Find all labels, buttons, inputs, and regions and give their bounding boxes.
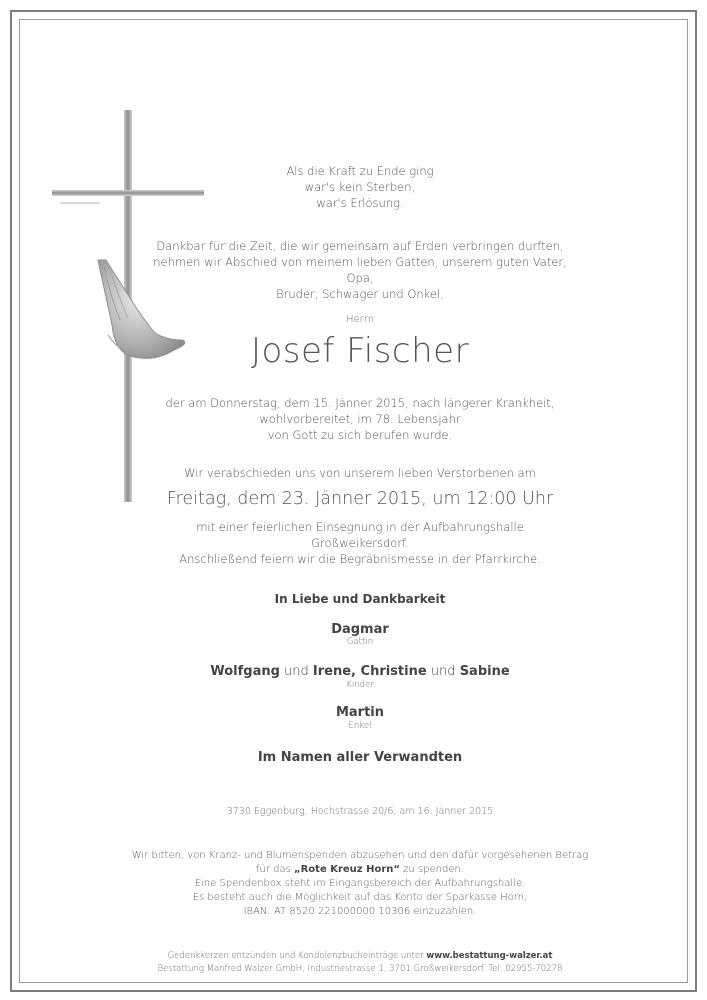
- children-role: Kinder: [346, 680, 374, 690]
- donation-text: für das: [256, 864, 291, 875]
- death-info-line: der am Donnerstag, dem 15. Jänner 2015, nach längerer Krankheit,: [165, 396, 555, 410]
- grandchild-name: Martin: [335, 705, 385, 720]
- spouse-role: Gattin: [346, 637, 374, 647]
- death-info: [150, 395, 570, 443]
- donation-line: Wir bitten, von Kranz- und Blumenspenden abzusehen und den dafür vorgesehenen Betrag: [131, 850, 589, 861]
- intro-line: Dankbar für die Zeit, die wir gemeinsam auf Erden verbringen durften,: [156, 239, 564, 253]
- salutation: Herrn: [345, 314, 375, 325]
- conjunction: und: [430, 664, 456, 679]
- child-name: Sabine: [459, 664, 510, 679]
- child-name: Wolfgang: [210, 664, 280, 679]
- grandchild-role: Enkel: [348, 721, 372, 731]
- intro-line: Bruder, Schwager und Onkel,: [276, 287, 444, 301]
- motto-line: war's Erlösung.: [316, 196, 404, 210]
- deceased-name: Josef Fischer: [250, 331, 470, 371]
- donation-line: Es besteht auch die Möglichkeit auf das Konto der Sparkasse Horn,: [192, 892, 528, 903]
- spouse-name: Dagmar: [331, 622, 389, 637]
- motto: [150, 163, 570, 211]
- footer-text: Gedenkkerzen entzünden und Kondolenzbucheinträge unter: [167, 951, 424, 961]
- farewell-intro: Wir verabschieden uns von unserem lieben Verstorbenen am: [184, 466, 536, 480]
- relatives-line: Im Namen aller Verwandten: [257, 750, 463, 765]
- motto-line: Als die Kraft zu Ende ging: [286, 164, 434, 178]
- donation-text: zu spenden.: [403, 864, 464, 875]
- footer-line: [130, 950, 590, 963]
- intro-line: nehmen wir Abschied von meinem lieben Gatten, unserem guten Vater, Opa,: [153, 255, 567, 285]
- ceremony-text: mit einer feierlichen Einsegnung in der Aufbahrungshalle Großweikersdorf.: [196, 520, 524, 550]
- funeral-date: Freitag, dem 23. Jänner 2015, um 12:00 Uhr: [166, 489, 554, 509]
- conjunction: und: [284, 664, 309, 679]
- children-names: [150, 663, 570, 680]
- child-name: Irene, Christine: [312, 664, 427, 679]
- place-date: 3730 Eggenburg, Hochstrasse 20/6, am 16. Jänner 2015: [226, 806, 494, 817]
- death-info-line: von Gott zu sich berufen wurde.: [267, 428, 453, 442]
- footer: [130, 950, 590, 976]
- footer-line: Bestattung Manfred Walzer GmbH, Industriestrasse 1, 3701 Großweikersdorf. Tel. 02955-70278: [157, 964, 563, 974]
- donation-notice: [130, 849, 590, 919]
- mourners-heading: In Liebe und Dankbarkeit: [274, 592, 446, 606]
- death-info-line: wohlvorbereitet, im 78. Lebensjahr: [259, 412, 461, 426]
- intro-text: [140, 238, 580, 302]
- website-link[interactable]: www.bestattung-walzer.at: [426, 951, 553, 961]
- donation-line: IBAN: AT 8520 221000000 10306 einzuzahlen.: [243, 906, 477, 917]
- motto-line: war's kein Sterben,: [304, 180, 416, 194]
- donation-line: Eine Spendenbox steht im Eingangsbereich der Aufbahrungshalle.: [194, 878, 526, 889]
- mass-text: Anschließend feiern wir die Begräbnismesse in der Pfarrkirche.: [179, 552, 541, 566]
- charity-name: „Rote Kreuz Horn“: [294, 864, 400, 875]
- donation-line: [130, 863, 590, 877]
